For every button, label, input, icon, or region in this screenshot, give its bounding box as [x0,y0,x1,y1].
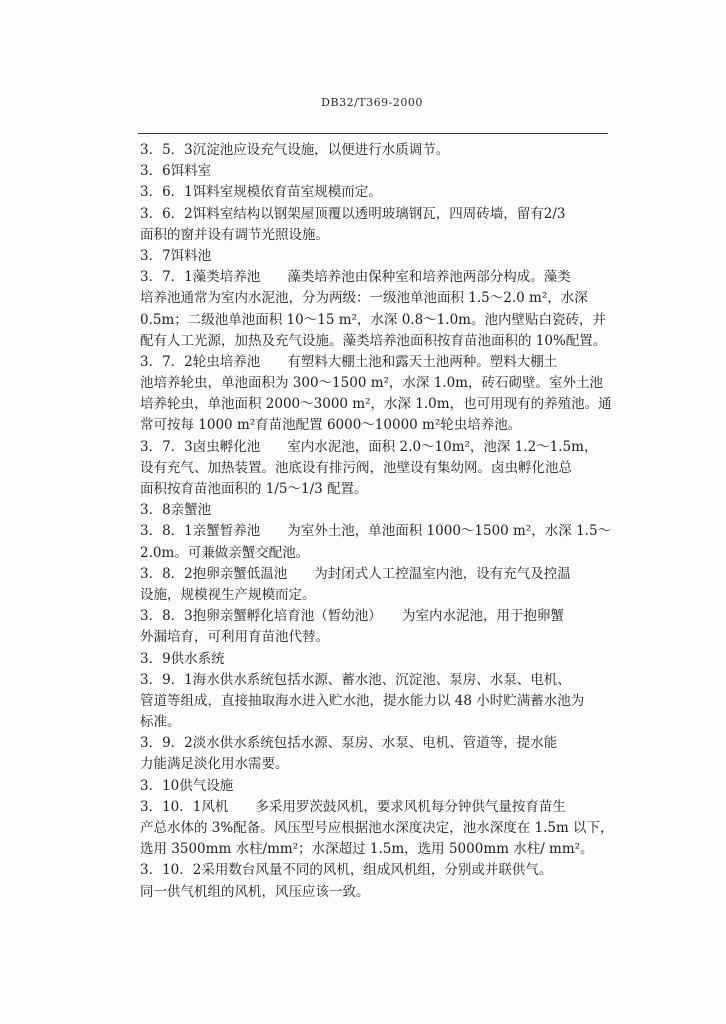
text-line: 2.0m。可兼做亲蟹交配池。 [140,544,310,561]
text-line: 培养轮虫，单池面积 2000～3000 m²，水深 1.0m，也可用现有的养殖池。通 [140,396,612,413]
document-body [140,140,620,903]
clause-line: 3．5．3沉淀池应设充气设施，以便进行水质调节。 [140,142,450,158]
section-heading: 3．9供水系统 [140,650,225,667]
text-line: 0.5m；二级池单池面积 10～15 m²，水深 0.8～1.0m。池内壁贴白瓷砖，并 [140,311,606,328]
section-heading: 3．7饵料池 [140,247,212,264]
text-line: 设施，规模视生产规模而定。 [140,586,316,603]
text-line: 选用 3500mm 水柱/mm²；水深超过 1.5m，选用 5000mm 水柱/ mm²。 [140,841,594,858]
text-line: 常可按每 1000 m²育苗池配置 6000～10000 m²轮虫培养池。 [140,417,522,434]
clause-line: 3．9．1海水供水系统包括水源、蓄水池、沉淀池、泵房、水泵、电机、 [140,671,571,688]
clause-line: 3．7．3卤虫孵化池 室内水泥池，面积 2.0～10m²，池深 1.2～1.5m， [140,438,598,455]
clause-line: 3．9．2淡水供水系统包括水源、泵房、水泵、电机、管道等，提水能 [140,735,558,752]
text-line: 池培养轮虫，单池面积为 300～1500 m²，水深 1.0m，砖石砌壁。室外土池 [140,375,603,392]
section-heading: 3．8亲蟹池 [140,502,212,519]
clause-line: 3．8．3抱卵亲蟹孵化培育池（暂幼池） 为室内水泥池，用于抱卵蟹 [140,608,565,625]
text-line: 设有充气、加热装置。池底设有排污阀，池壁设有集幼网。卤虫孵化池总 [140,459,572,476]
text-line: 面积按育苗池面积的 1/5～1/3 配置。 [140,481,368,497]
text-line: 配有人工光源，加热及充气设施。藻类培养池面积按育苗池面积的 10%配置。 [140,332,607,349]
clause-line: 3．7．1藻类培养池 藻类培养池由保种室和培养池两部分构成。藻类 [140,269,571,286]
clause-line: 3．10．2采用数台风量不同的风机，组成风机组，分别或并联供气。 [140,862,553,879]
clause-line: 3．8．1亲蟹暂养池 为室外土池，单池面积 1000～1500 m²，水深 1.5～ [140,523,612,540]
text-line: 培养池通常为室内水泥池，分为两级：一级池单池面积 1.5～2.0 m²，水深 [140,290,588,307]
standard-code-header: DB32/T369-2000 [321,96,423,109]
clause-line: 3．10．1风机 多采用罗茨鼓风机，要求风机每分钟供气量按育苗生 [140,798,566,815]
clause-line: 3．6．1饵料室规模依育苗室规模而定。 [140,184,382,201]
text-line: 管道等组成，直接抽取海水进入贮水池，提水能力以 48 小时贮满蓄水池为 [140,692,585,709]
text-line: 同一供气机组的风机，风压应该一致。 [140,883,370,900]
text-line: 力能满足淡化用水需要。 [140,756,289,773]
text-line: 产总水体的 3%配备。风压型号应根据池水深度决定，池水深度在 1.5m 以下， [140,820,614,836]
clause-line: 3．8．2抱卵亲蟹低温池 为封闭式人工控温室内池，设有充气及控温 [140,565,571,582]
section-heading: 3．6饵料室 [140,163,212,180]
clause-line: 3．6．2饵料室结构以钢架屋顶覆以透明玻璃钢瓦，四周砖墙，留有2/3 [140,205,566,222]
header-divider [138,133,608,134]
section-heading: 3．10供气设施 [140,777,234,794]
text-line: 标准。 [140,714,181,731]
clause-line: 3．7．2轮虫培养池 有塑料大棚土池和露天土池两种。塑料大棚土 [140,353,558,370]
text-line: 外漏培育，可利用育苗池代替。 [140,629,329,646]
text-line: 面积的窗并设有调节光照设施。 [140,226,329,243]
